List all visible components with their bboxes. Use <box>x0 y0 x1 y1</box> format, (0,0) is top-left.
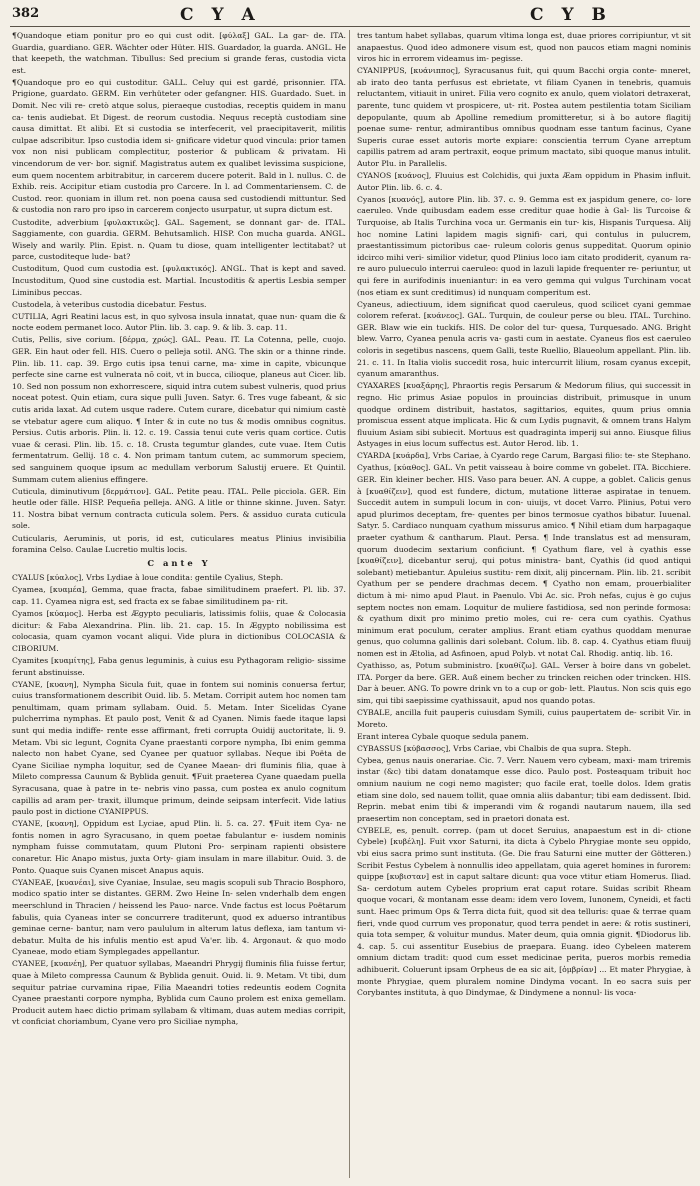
dictionary-entry: CYANEE, [κυανέη], Per quatuor syllabas, Maeandri Phrygij fluminis filia fuisse fertur, quae à Mileto compressa Caunum & Byblida genuit. Ouid. li. 9. Metam. Vt tibi, dum sequitur patriae curvamina ripae, Filia Maeandri toties redeuntis eodem Cognita Cyanee praestanti corpore nympha, Byblida cum Cauno prolem est enixa gemellam. Producit autem haec dictio primam syllabam & vltimam, duas autem medias corripit, vt conficiat choriambum, Cyane vero pro Siciliae nympha, <box>12 959 346 1027</box>
dictionary-entry: Cuticula, diminutivum [δερμάτιον]. GAL. Petite peau. ITAL. Pelle picciola. GER. Ein heutle oder fälle. HISP. Pequeña pelleja. ANG. A litle or thinne skinne. Juven. Satyr. 11. Nostra bibat vernum contracta cuticula solem. Pers. & assiduo curata cuticula sole. <box>12 486 346 531</box>
running-head-left: C Y A <box>180 5 261 25</box>
column-rule <box>349 30 350 1178</box>
dictionary-entry: CYAXARES [κυαξάρης], Phraortis regis Persarum & Medorum filius, qui successit in regno. Hic primus Asiae populos in prouincias distribuit, primusque in unum quodque ordinem distribuit, hastatos, sagittarios, equites, quum prius omnia promiscua essent atque implicata. Hic & cum Lydis pugnavit, & omnem trans Halym fluuium Asiam sibi subiecit. Mortuus est quadraginta imperij sui anno. Eiusque filius Astyages in eius locum suffectus est. Autor Herod. lib. 1. <box>357 381 691 449</box>
left-column <box>12 30 346 1178</box>
dictionary-entry: ¶Quandoque pro eo qui custoditur. GALL. Celuy qui est gardé, prisonnier. ITA. Prigione, guardato. GERM. Ein verhüteter oder gefangner. HIS. Guardado. Suet. in Domit. Nec vili re- cretò atque solus, pieraeque custodias, receptis quidem in manu ca- tenis audiebat. Et Digest. de reorum custodia. Nequus receptà custodiam sine causa dimittat. Et alibi. Et si custodia se interfecerit, vel praecipitaverit, militis culpae adscribitur. Ipso custodia idem si- gnificare videtur quod vincula: prior tamen vox non nisi publicam complectitur, posterior & publicam & privatam. Hi vincendorum de ver- bor. signif. Magistratus autem ex qualibet levissima suspicione, eum quem nocentem arbitrabitur, in carcerem ducere poterit. Bald in l. nullus. C. de Exhib. reis. Accipitur etiam custodia pro Carcere. In l. ad Commentariensem. C. de Custod. reor. quoniam in illum ret. non poena causa sed custodiendi mittuntur. Sed & custodia non raro pro ipso in carcerem conjecto usurpatur, ut supra dictum est. <box>12 77 346 215</box>
dictionary-entry: ¶Quandoque etiam ponitur pro eo qui cust odit. [φύλαξ] GAL. La gar- de. ITA. Guardia, guardiano. GER. Wächter oder Hüter. HIS. Guardador, la guarda. ANGL. He that keepeth, the watchman. Tibullus: Sed precium si grande feras, custodia victa est. <box>12 31 346 75</box>
dictionary-entry: CYANE, [κυανη], Nympha Sicula fuit, quae in fontem sui nominis conuersa fertur, cuius transformationem describit Ouid. lib. 5. Metam. Corripit autem hoc nomen tam penultimam, quam primam syllabam. Ouid. 5. Metam. Inter Sicelidas Cyane pulcherrima nymphas. Et paulo post, Venit & ad Cyanen. Nimis faede itaque lapsi sunt qui media indiffe- rente esse affirmant, freti corrupta Ouidij auctoritate, li. 9. Metam. Vbi sic legunt, Cognita Cyane praestanti corpore nympha, Ibi enim gemma nalecto non habet Cyane, sed Cyanee per quatuor syllabas. Neque ibi Poëta de Cyane Siciliae nympha loquitur, sed de Cyanee Maean- dri fluminis filia, quae à Mileto compressa Caunum & Byblida genuit. ¶Fuit praeterea Cyane quaedam puella Syracusana, quae à patre in te- nebris vino passa, cum postea ex anulo cognitum capillis ad aram per- traxit, illumque primum, deinde seipsam interfecit. Vide latius paulo post in dictione CYANIPPUS. <box>12 679 346 817</box>
running-head-right: C Y B <box>530 5 612 25</box>
page-header <box>10 2 690 27</box>
dictionary-entry: Custoditum, Quod cum custodia est. [φυλακτικός]. ANGL. That is kept and saved. Incustoditum, Quod sine custodia est. Martial. Incustoditis & apertis Lesbia semper Liminibus peccas. <box>12 264 346 297</box>
dictionary-entry: CYANIPPUS, [κυάνιππος], Syracusanus fuit, qui quum Bacchi orgia conte- mneret, ab irato deo tanta perfusus est ebrietate, vt filiam Cyanen in tenebris, quamuis reluctantem, vitiauit in uniret. Filia vero cognito ex anulo, quem violatori detraxerat, parente, tunc quidem vt prospicere, ut- rit. Postea autem pestilentia totam Siciliam depopulante, quum ab Apolline remedium promitteretur, si à bo autore flagitij poenae sume- rentur, admirantibus omnibus quodnam esse tantum facinus, Cyane Superis curae esset autoris morte expiare: conscientia terrum Cyane arreptum capillis patrem ad aram pertraxit, eoque primum mactato, sibi quoque manus intulit. Autor Plu. in Parallelis. <box>357 66 691 169</box>
dictionary-entry: Erant interea Cybale quoque sedula panem. <box>357 731 529 741</box>
dictionary-entry: Cybea, genus nauis onerariae. Cic. 7. Verr. Nauem vero cybeam, maxi- mam triremis instar (&c) tibi datam donatamque esse dico. Paulo post. Posteaquam tribuit hoc omnium nauium ne cogi nemo magister; quo facile erat, toelle dolos. Idem gratis etiam sine dolo, sed nauem tollit, quae omnia aliis dabantur; tibi eam dedissent. Ibid. Reprin. mebat enim tibi & imperandi vim & rogandi nautarum nauem, illa sed praesertim non conceptam, sed in praetori donata est. <box>357 755 691 823</box>
dictionary-entry: CYANOS [κυάνος], Fluuius est Colchidis, qui juxta Æam oppidum in Phasim influit. Autor Plin. lib. 6. c. 4. <box>357 171 691 192</box>
dictionary-entry: CUTILIA, Agri Reatini lacus est, in quo sylvosa insula innatat, quae nun- quam die & nocte eodem permanet loco. Autor Plin. lib. 3. cap. 9. & lib. 3. cap. 11. <box>12 311 346 333</box>
dictionary-entry: Custodite, adverbium [φυλακτικῶς]. GAL. Sagement, se donnant gar- de. ITAL. Saggiamente, con guardia. GERM. Behutsamlich. HISP. Con mucha guarda. ANGL. Wisely and warily. Plin. Epist. n. Quam tu diose, quam intelligenter lectitabat? ut parce, custoditeque lude- bat? <box>12 217 346 262</box>
section-heading: C ante Y <box>147 557 211 568</box>
dictionary-entry: Cyaneus, adiectiuum, idem significat quod caeruleus, quod scilicet cyani gemmae colorem referat. [κυάνεος]. GAL. Turquin, de couleur perse ou bleu. ITAL. Turchino. GER. Blaw wie ein tuckifs. HIS. De color del tur- quesa, Turquesado. ANG. Bright blew. Varro, Cyanea penula acris va- gasti cum in aestate. Cyaneus flos est caeruleo coloris in segetibus nascens, quem Galli, teste Ruellio, Blaueolum appellant. Plin. lib. 21. c. 11. In Italia violis succedit rosa, huic intercurrit lilium, rosam cyanus excepit, cyanum amaranthus. <box>357 299 691 379</box>
page-number: 382 <box>12 6 40 21</box>
dictionary-entry: CYALUS [κύαλος], Vrbs Lydiae à loue condita: gentile Cyalius, Steph. <box>12 573 284 583</box>
dictionary-entry: CYBASSUS [κύβασσος], Vrbs Cariae, vbi Chalbis de qua supra. Steph. <box>357 743 632 753</box>
dictionary-entry: Custodela, à veteribus custodia dicebatur. Festus. <box>12 299 207 309</box>
dictionary-entry: CYBALE, ancilla fuit pauperis cuiusdam Symili, cuius paupertatem de- scribit Vir. in Moreto. <box>357 707 691 729</box>
dictionary-entry: Cyamea, [κυαμέα], Gemma, quae fracta, fabae similitudinem praefert. Pl. lib. 37. cap. 11. Cyamea nigra est, sed fracta ex se fabae similitudinem pa- rit. <box>12 585 346 606</box>
dictionary-entry: Cutis, Pellis, sive corium. [δέρμα, χρώς]. GAL. Peau. IT. La Cotenna, pelle, cuojo. GER. Ein haut oder fell. HIS. Cuero o pelleja sotil. ANG. The skin or a thinne rinde. Plin. lib. 11. cap. 39. Ergo cutis ipsa tenui carne, ma- xime in capite, vbicunque perfecte sine carne est vulnerata nō coit, vt in bucca, cilioque, planeus aut Cicer. lib. 10. Sed non possum non exhorrescere, siquid intra cutem subest vulneris, quod prius noceat potest. Quin etiam, cura sique pulli Juven. Satyr. 6. Tres vuge fabeant, & sic cutis arida laxat. Ad cutem usque radere. Cutem curare, dicebatur qui nimium castè se vtebatur agere cum aliquo. ¶ Inter & in cute no tus & modis omnibus cognitus. Persius. Cutis arboris. Plin. li. 12. c. 19. Cassia tenui cute veris quam cortice. Cutis vuae & cerasi. Plin. lib. 15. c. 18. Crusta tegumtur glandes, cute vuae. Item Cutis fermentatrum. Gellij. 18 c. 4. Non primam tantum cutem, ac summorum speciem, sed sanguinem quoque ipsum ac medullam verborum Salustij eruere. Et Quintil. Summam cutem alienius effingere. <box>12 335 346 484</box>
dictionary-entry: Cyathus, [κύαθος]. GAL. Vn petit vaisseau à boire comme vn gobelet. ITA. Bicchiere. GER. Ein kleiner becher. HIS. Vaso para beuer. AN. A cuppe, a goblet. Calicis genus à [κυαθίζειν], quod est fundere, dictum, mutatione litterae aspiratae in tenuem. Succedit autem in sumpuli locum in con- uiuijs, vt docet Varro. Plinius, Potui vero apud plurimos deceptam, fre- quentes per binos termosue cyathos bibatur. Iuuenal. Satyr. 5. Cardiaco nunquam cyathum missurus amico. ¶ Nihil etiam dum harpagaque praeter cyathum & cantharum. Plaut. Persa. ¶ Inde translatus est ad mensuram, quorum duodecim sextarium conficiunt. ¶ Cyathum flare, vel à cyathis esse [κυαθίζειν], dicebantur seruj, qui potus ministra- bant, Cyathis (id quod antiqui solebant) metiebantur. Apuleius sustitu- rem dixit, alij pincernam. Plin. lib. 21. scribit Cyathum per se pendere drachmas decem. ¶ Cyatho non emam, prouerbialiter dictum à mi- nimo apud Plaut. in Paenulo. Vbi Ac. sic. Proh nefas, cujus è go cujus septem noctes non emam. Loquitur de muliere fastidiosa, sed non perinde formosa: & cyathum dixit pro minimo pretio moles, cui re- cera cum cyathis. Cyathus minimum erat poculum, cerater amplius. Erant etiam cyathus quoddam menurae genus, quo columna gallinis dari solebant. Colum. lib. 8. cap. 4. Cyathus etiam fluuij nomen est in Ætolia, ad Asfinoen, apud Polyb. vt notat Cal. Rhodig. antiq. lib. 16. <box>357 463 691 658</box>
dictionary-entry: Cyamos [κύαμος]. Herba est Ægypto peculiaris, latissimis foliis, quae & Colocasia dicitur: & Faba Alexandrina. Plin. lib. 21. cap. 15. In Ægypto nobilissima est colocasia, quam cyamon vocant aliqui. Vide plura in dictionibus COLOCASIA & CIBORIUM. <box>12 609 346 653</box>
right-column <box>357 30 691 1178</box>
dictionary-entry: CYANE, [κυανη], Oppidum est Lyciae, apud Plin. li. 5. ca. 27. ¶Fuit item Cya- ne fontis nomen in agro Syracusano, in quem poetae fabulantur e- iusdem nominis nympham fuisse commutatam, quum Plutoni Pro- serpinam rapienti obsistere conaretur. Hic Anapo mistus, juxta Orty- giam insulam in mare illabitur. Ouid. 3. de Ponto. Quaque suis Cyanen miscet Anapus aquis. <box>12 819 346 875</box>
dictionary-entry: Cyamites [κυαμίτης], Faba genus leguminis, à cuius esu Pythagoram religio- sissime ferunt abstinuisse. <box>12 655 346 677</box>
dictionary-entry: CYANEAE, [κυανέαι], sive Cyaniae, Insulae, seu magis scopuli sub Thracio Bosphoro, modico spatio inter se distantes. GERM. Zwo Heine In- selen vnderhalb dem engen meerschlund in Thracien / heissend les Pauo- narce. Vnde factus est locus Poëtarum fabulis, quia Cyaneas inter se concurrere traditerunt, quod ex aduerso intrantibus geminae cerne- bantur, nam vero paululum in alterum latus deflexa, iam tantum vi- debatur. Multa de his infulis mentio est apud Va'er. lib. 4. Argonaut. & quo modo Cyaneae, modo etiam Symplegades appellantur. <box>12 877 346 957</box>
dictionary-entry: Cyathisso, as, Potum subministro. [κυαθίζω]. GAL. Verser à boire dans vn gobelet. ITA. Porger da bere. GER. Auß einem becher zu trincken reichen oder trincken. HIS. Dar à beuer. ANG. To powre drink vn to a cup or gob- lett. Plautus. Non scis quis ego sim, qui tibi saepissime cyathissauit, apud nos quando potas. <box>357 661 691 705</box>
dictionary-entry: tres tantum habet syllabas, quarum vltima longa est, duae priores corripiuntur, vt sit anapaestus. Quod ideo admonere visum est, quod non paucos etiam magni nominis viros hic in errorem videamus im- pegisse. <box>357 31 691 64</box>
dictionary-entry: CYBELE, es, penult. correp. (pam ut docet Seruius, anapaestum est in di- ctione Cybele) [κυβέλη]. Fuit vxor Saturni, ita dicta à Cybelo Phrygiae monte seu oppido, vbi eius sacra primo sunt instituta. (Ge. Die frau Saturni eine mutter der Götteren.) Scribit Festus Cybelem à nonnullis ideo appellatam, quia ageret homines in furorem: quippe [κυβισταν] est in caput saltare dicunt: qua voce vtitur etiam Homerus. Iliad. Sa- cerdotum autem Cybeles proprium erat caput rotare. Suidas scribit Rheam quoque vocari, & montanam esse deam: idem vero Iovem, Iunonem, Cyneidi, et facti sunt. Haec primum Ops & Terra dicta fuit, quod sit dea telluris: quae & terrae quam fieri, vnde quod currum ves proponatur, quod terra pendet in aere: & rotis sustineri, quia tota semper, & voluitur mundus. Mater deum, quia omnia gignit. ¶Diodorus lib. 4. cap. 5. cui assentitur Eusebius de praepara. Euang. ideo Cybeleen materem omnium dictam tradit: quod cum esset medicinae perita, pueros morbis remedia adhibuerit. Coluerunt ipsam Orpheus de ea sic ait, [ὀμβρίαν] ... Et mater Phrygiae, à monte Phrygiae, quem pluralem nomine Dindyma vocant. In eo sacra suis per Corybantes instituta, à quo Dindymae, & Dindymene a nonnul- lis voca- <box>357 825 691 998</box>
dictionary-entry: Cyanos [κυανός], autore Plin. lib. 37. c. 9. Gemma est ex jaspidum genere, co- lore caeruleo. Vnde quibusdam eadem esse creditur quae hodie à Gal- lis Turcoise & Turquoise, ab Italis Turchina voca ur. Germanis ein tur- kis, Hispanis Turquesa. Alij hoc nomine Latini lapidem magis signifi- cari, qui contulus in pulucrem, praestantissimum pictoribus cae- ruleum coloris genus suppeditat. Quorum opinio idcirco mihi veri- similior videtur, quod Plinius loco iam citato prodiderit, cyanum ra- re auro pulueculo interrui caeruleo: quod in lazuli lapide frequenter re- periuntur, ut qui fere in aurifodinis inueniantur: in ea vero gemma qui vulgus Turchinam vocat (nos etiam ex sunt creditimus) id nunquam comperitum est. <box>357 194 691 297</box>
dictionary-entry: Cuticularis, Aeruminis, ut poris, id est, cuticulares meatus Plinius invisibilia foramina Celso. Caulae Lucretio multis locis. <box>12 533 346 555</box>
dictionary-entry: CYARDA [κυάρδα], Vrbs Cariae, à Cyardo rege Carum, Bargasi filio: te- ste Stephano. <box>357 451 691 461</box>
